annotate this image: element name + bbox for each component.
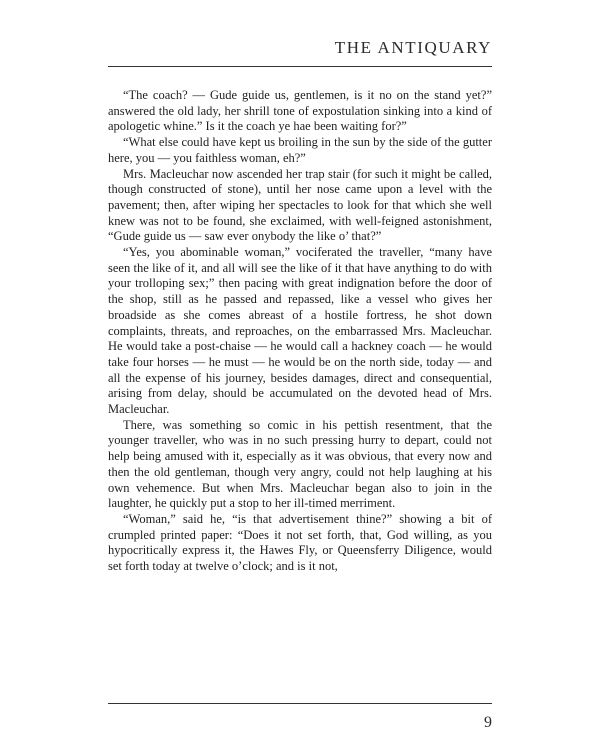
running-head: THE ANTIQUARY bbox=[334, 38, 492, 57]
paragraph: There, was something so comic in his pettish resentment, that the younger traveller, who was in no such pressing hurry to depart, could not help being amused with it, especially as it was obvious, that every now and then the old gentleman, though very angry, could not help laughing at his own vehemence. But when Mrs. Macleuchar began also to join in the laughter, he quickly put a stop to her ill-timed merriment. bbox=[108, 417, 492, 511]
paragraph: “Woman,” said he, “is that advertisement thine?” showing a bit of crumpled printed paper: “Does it not set forth, that, God willing, as you hypocritically express it, the Hawes Fly, or Queensferry Diligence, would set forth today at twelve o’clock; and is it not, bbox=[108, 511, 492, 574]
footer-rule bbox=[108, 703, 492, 704]
page-number: 9 bbox=[484, 714, 492, 731]
paragraph: “The coach? — Gude guide us, gentlemen, is it no on the stand yet?” answered the old lady, her shrill tone of expostulation sinking into a kind of apologetic whine.” Is it the coach ye hae been waiting for?” bbox=[108, 88, 492, 134]
paragraph: “What else could have kept us broiling in the sun by the side of the gutter here, you — you faithless woman, eh?” bbox=[108, 135, 492, 165]
body-text bbox=[108, 88, 492, 575]
paragraph: Mrs. Macleuchar now ascended her trap stair (for such it might be called, though constructed of stone), until her nose came upon a level with the pavement; then, after wiping her spectacles to look for that which she well knew was not to be found, she exclaimed, with well-feigned astonishment, “Gude guide us — saw ever onybody the like o’ that?” bbox=[108, 166, 492, 244]
header-rule bbox=[108, 66, 492, 67]
paragraph: “Yes, you abominable woman,” vociferated the traveller, “many have seen the like of it, and all will see the like of it that have anything to do with your trolloping sex;” then pacing with great indignation before the door of the shop, still as he passed and repassed, like a vessel who gives her broadside as she comes abreast of a hostile fortress, he shot down complaints, threats, and reproaches, on the embarrassed Mrs. Macleuchar. He would take a post-chaise — he would call a hackney coach — he would take four horses — he must — he would be on the north side, today — and all the expense of his journey, besides damages, direct and consequential, arising from delay, should be accumulated on the devoted head of Mrs. Macleuchar. bbox=[108, 245, 492, 417]
